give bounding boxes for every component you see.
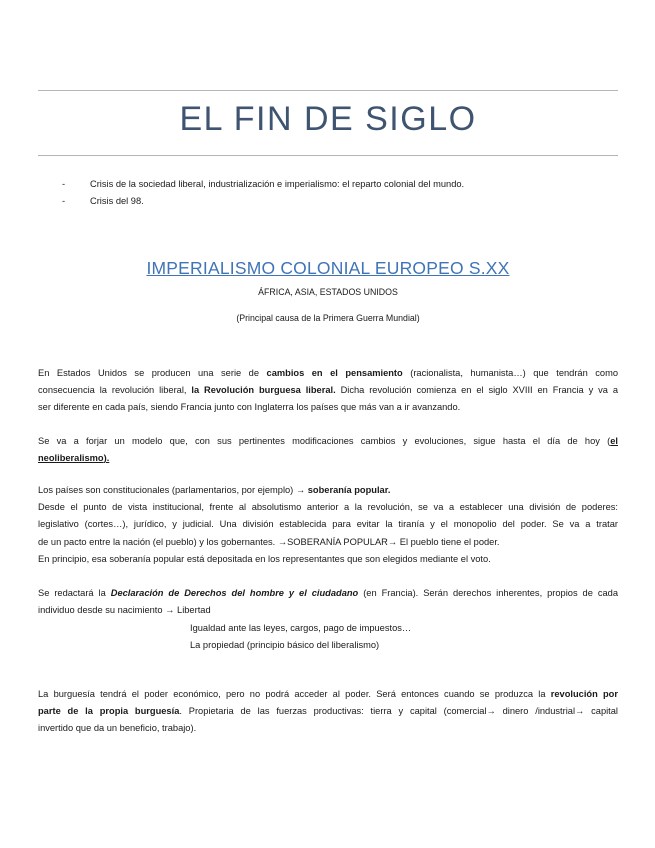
bold-run: parte de la propia burguesía (38, 706, 180, 717)
bold-italic-run: Declaración de Derechos del hombre y el ciudadano (110, 588, 359, 598)
bullet-text: Crisis de la sociedad liberal, industrialización e imperialismo: el reparto colonial del mundo. (90, 179, 465, 189)
text-run: consecuencia la revolución liberal, (38, 385, 192, 396)
p4-indent-2: La propiedad (principio básico del liberalismo) (190, 640, 380, 650)
p2-line-1 (38, 433, 618, 450)
bold-underlined-run: el (610, 436, 618, 446)
text-run: (en Francia). Serán derechos inherentes, propios de cada (358, 588, 618, 598)
bold-run: soberanía popular. (307, 485, 391, 495)
bold-run: cambios en el pensamiento (266, 368, 403, 378)
p3-line-5: En principio, esa soberanía popular está depositada en los representantes que son elegidos mediante el voto. (38, 553, 491, 564)
list-item (62, 193, 464, 210)
p1-line-3: ser diferente en cada país, siendo Francia junto con Inglaterra los países que más van a ir avanzando. (38, 402, 461, 413)
text-run: Dicha revolución comienza en el siglo XVIII en Francia y va a (335, 385, 618, 396)
paragraph-2 (38, 433, 618, 467)
paragraph-1 (38, 365, 618, 417)
p1-line-1 (38, 365, 618, 382)
bold-underlined-run: ). (103, 453, 110, 464)
p1-line-2 (38, 382, 618, 399)
paragraph-4 (38, 585, 618, 619)
text-run: Se va a forjar un modelo que, con sus pertinentes modificaciones cambios y evoluciones, sigue hasta el día de hoy ( (38, 436, 611, 446)
text-run: Se redactará la (38, 588, 111, 598)
text-run: . Propietaria de las fuerzas productivas: tierra y capital (comercial→ dinero /industrial→ capital (179, 706, 618, 717)
bold-underlined-run: neoliberalismo (38, 453, 104, 464)
p3-line-2: Desde el punto de vista institucional, frente al absolutismo anterior a la revolución, se va a establecer una división de poderes: (38, 502, 618, 513)
bullet-list (62, 176, 464, 210)
paragraph-3 (38, 482, 618, 568)
section-note: (Principal causa de la Primera Guerra Mundial) (236, 313, 420, 323)
text-run: La burguesía tendrá el poder económico, pero no podrá acceder al poder. Será entonces cuando se produzca la (38, 689, 551, 699)
p3-line-4: de un pacto entre la nación (el pueblo) y los gobernantes. →SOBERANÍA POPULAR→ El pueblo tiene el poder. (38, 536, 500, 547)
p5-line-1 (38, 686, 618, 703)
bullet-dash: - (62, 196, 66, 206)
p4-indent-1: Igualdad ante las leyes, cargos, pago de impuestos… (190, 623, 412, 633)
top-rule (38, 90, 618, 91)
list-item (62, 176, 464, 193)
p5-line-2 (38, 703, 618, 720)
p3-line-3: legislativo (cortes…), jurídico, y judicial. Una división establecida para evitar la tiranía y el monopolio del poder. Se va a tratar (38, 519, 618, 530)
page-title: EL FIN DE SIGLO (179, 100, 477, 138)
p5-line-3: invertido que da un beneficio, trabajo). (38, 723, 197, 734)
p3-line-1 (38, 482, 618, 499)
bold-run: revolución por (550, 689, 618, 699)
bullet-dash: - (62, 179, 66, 189)
text-run: En Estados Unidos se producen una serie de (38, 368, 267, 378)
p2-line-2 (38, 450, 618, 467)
p4-line-1 (38, 585, 618, 602)
p4-line-2: individuo desde su nacimiento → Libertad (38, 605, 211, 616)
text-run: Los países son constitucionales (parlamentarios, por ejemplo) → (38, 485, 308, 495)
section-heading: IMPERIALISMO COLONIAL EUROPEO S.XX (146, 258, 510, 278)
title-rule (38, 155, 618, 156)
bullet-text: Crisis del 98. (90, 196, 144, 206)
paragraph-5 (38, 686, 618, 738)
bold-run: la Revolución burguesa liberal. (191, 385, 336, 396)
text-run: (racionalista, humanista…) que tendrán como (402, 368, 619, 378)
section-subtitle: ÁFRICA, ASIA, ESTADOS UNIDOS (258, 287, 398, 297)
